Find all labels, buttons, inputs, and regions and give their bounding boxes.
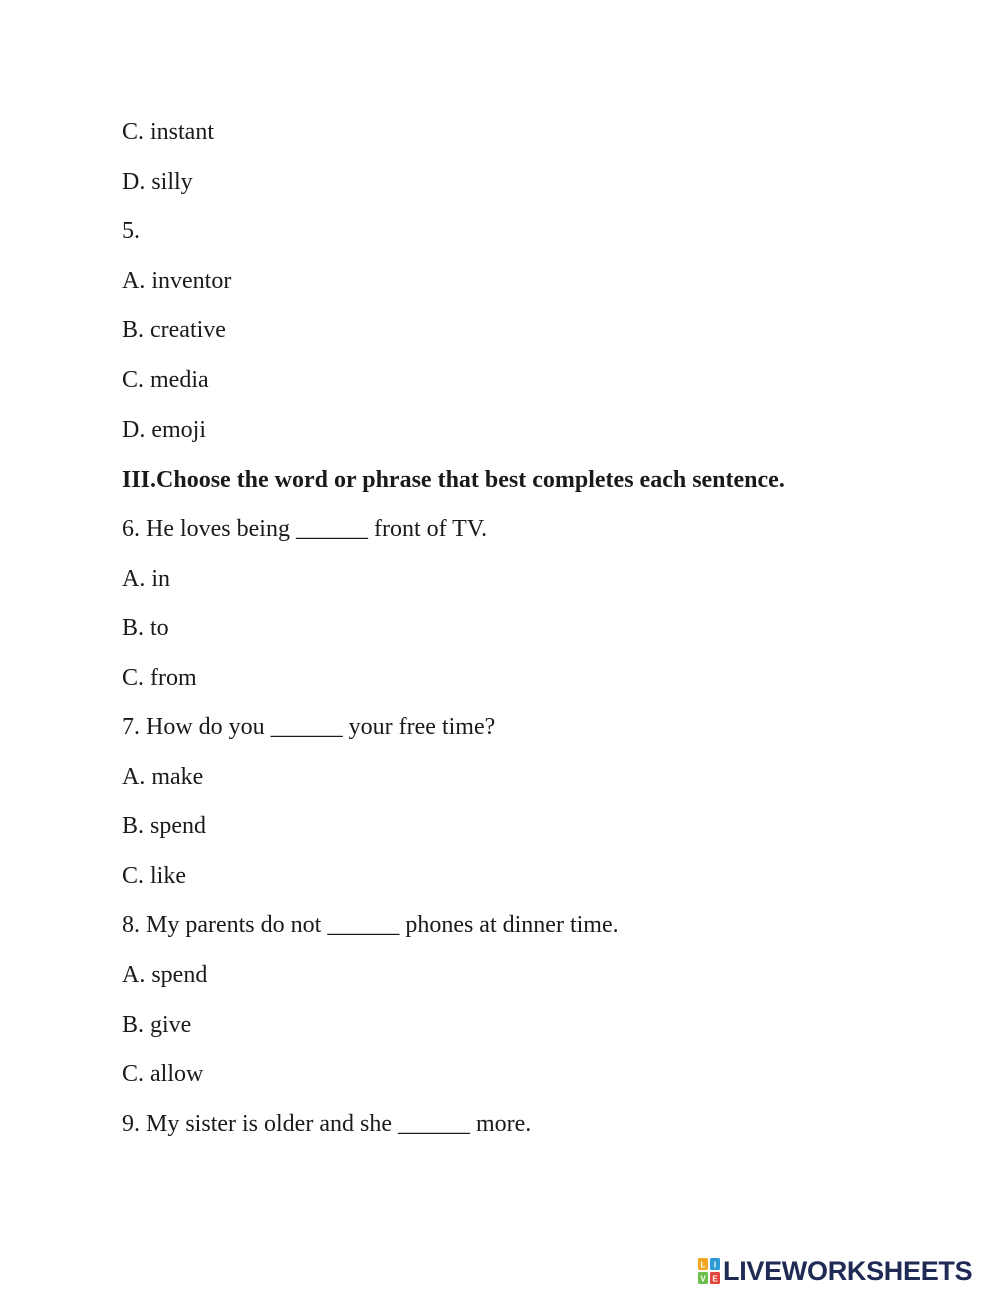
question-7: 7. How do you ______ your free time?: [122, 714, 496, 740]
option-8b: B. give: [122, 1012, 192, 1038]
question-9: 9. My sister is older and she ______ more.: [122, 1111, 532, 1137]
option-5b: B. creative: [122, 317, 226, 343]
option-6a: A. in: [122, 566, 170, 592]
svg-text:L: L: [700, 1260, 706, 1270]
svg-text:I: I: [713, 1260, 717, 1270]
question-8: 8. My parents do not ______ phones at dinner time.: [122, 912, 619, 938]
question-5: 5.: [122, 218, 140, 244]
option-6c: C. from: [122, 665, 197, 691]
option-4c: C. instant: [122, 119, 215, 145]
option-7c: C. like: [122, 863, 186, 889]
option-8a: A. spend: [122, 962, 208, 988]
option-4d: D. silly: [122, 169, 193, 195]
option-6b: B. to: [122, 615, 169, 641]
option-7a: A. make: [122, 764, 204, 790]
liveworksheets-logo: [698, 1254, 972, 1288]
option-5a: A. inventor: [122, 268, 232, 294]
liveworksheets-brand-text: LIVEWORKSHEETS: [723, 1256, 973, 1286]
svg-text:E: E: [712, 1274, 718, 1284]
option-8c: C. allow: [122, 1061, 204, 1087]
question-6: 6. He loves being ______ front of TV.: [122, 516, 488, 542]
option-7b: B. spend: [122, 813, 206, 839]
section-heading-iii: III.Choose the word or phrase that best completes each sentence.: [122, 467, 785, 493]
option-5d: D. emoji: [122, 417, 206, 443]
liveworksheets-logo-icon: [698, 1258, 720, 1284]
svg-text:V: V: [700, 1274, 706, 1284]
option-5c: C. media: [122, 367, 209, 393]
